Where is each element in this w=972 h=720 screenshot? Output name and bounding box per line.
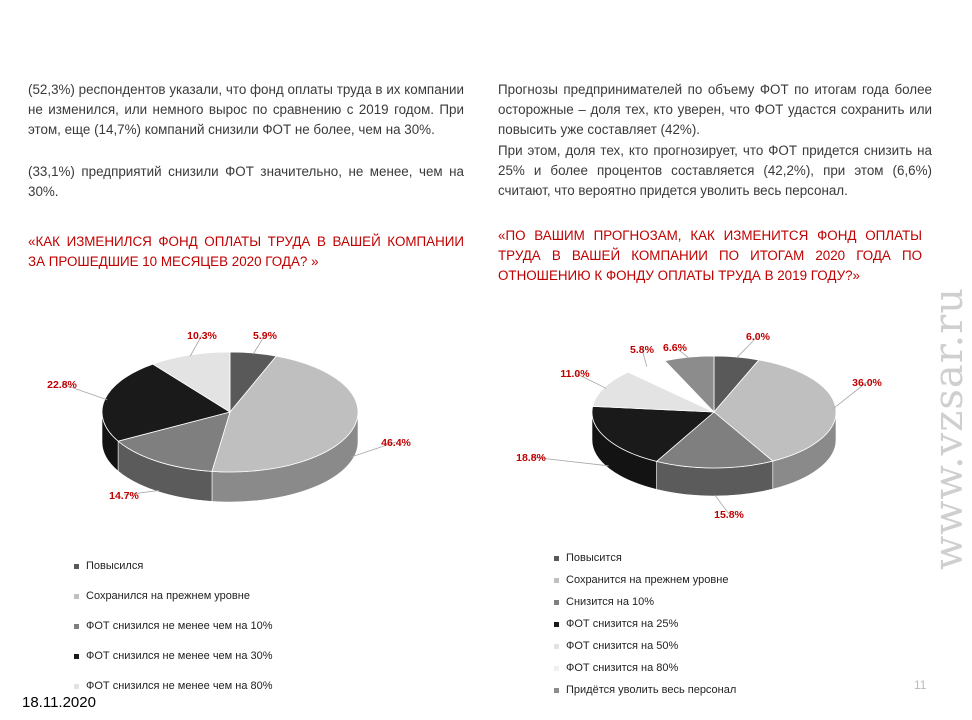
- legend-item: [554, 662, 678, 674]
- left-paragraph-1: (52,3%) респондентов указали, что фонд оплаты труда в их компании не изменился, или немного вырос по сравнению с 2019 годом. При этом, еще (14,7%) компаний снизили ФОТ не более, чем на 30%.: [28, 82, 464, 137]
- legend-swatch: [74, 654, 79, 659]
- watermark: www.vzsar.ru: [926, 286, 972, 570]
- legend-swatch: [554, 622, 559, 627]
- legend-right: [554, 552, 874, 702]
- legend-item: [74, 620, 273, 632]
- legend-label: Повысился: [86, 560, 144, 572]
- left-paragraph-2: (33,1%) предприятий снизили ФОТ значительно, не менее, чем на 30%.: [28, 164, 464, 199]
- legend-label: Снизится на 10%: [566, 596, 655, 608]
- legend-item: [554, 684, 736, 696]
- legend-label: Сохранится на прежнем уровне: [566, 574, 729, 586]
- legend-swatch: [554, 600, 559, 605]
- legend-swatch: [554, 578, 559, 583]
- legend-swatch: [74, 594, 79, 599]
- left-question: «КАК ИЗМЕНИЛСЯ ФОНД ОПЛАТЫ ТРУДА В ВАШЕЙ КОМПАНИИ ЗА ПРОШЕДШИЕ 10 МЕСЯЦЕВ 2020 ГОДА? »: [28, 234, 464, 269]
- legend-item: [74, 560, 143, 572]
- legend-label: Придётся уволить весь персонал: [566, 684, 737, 696]
- data-label-4: 10.3%: [187, 330, 217, 342]
- legend-item: [554, 596, 654, 608]
- data-label-0: 5.9%: [253, 330, 277, 342]
- right-paragraph-1: Прогнозы предпринимателей по объему ФОТ по итогам года более осторожные – доля тех, кто уверен, что ФОТ удастся сохранить или повысить уже составляет (42%).: [498, 82, 932, 137]
- legend-item: [554, 618, 678, 630]
- data-label-1: 46.4%: [381, 437, 411, 449]
- legend-swatch: [554, 556, 559, 561]
- legend-label: ФОТ снизился не менее чем на 30%: [86, 650, 273, 662]
- legend-item: [74, 680, 273, 692]
- legend-label: Повысится: [566, 552, 622, 564]
- data-label-4: 11.0%: [560, 368, 590, 380]
- legend-swatch: [554, 644, 559, 649]
- legend-label: ФОТ снизился не менее чем на 10%: [86, 620, 273, 632]
- legend-item: [554, 640, 678, 652]
- legend-swatch: [554, 666, 559, 671]
- legend-left: [74, 560, 394, 700]
- data-label-3: 22.8%: [47, 379, 77, 391]
- legend-item: [554, 574, 728, 586]
- legend-label: ФОТ снизился не менее чем на 80%: [86, 680, 273, 692]
- data-label-2: 15.8%: [714, 509, 744, 521]
- data-label-2: 14.7%: [109, 490, 139, 502]
- legend-item: [74, 650, 273, 662]
- legend-label: ФОТ снизится на 80%: [566, 662, 679, 674]
- legend-swatch: [554, 688, 559, 693]
- legend-swatch: [74, 564, 79, 569]
- data-label-6: 6.6%: [663, 342, 687, 354]
- slide-date: 18.11.2020: [22, 694, 96, 711]
- legend-label: Сохранился на прежнем уровне: [86, 590, 250, 602]
- legend-swatch: [74, 624, 79, 629]
- legend-swatch: [74, 684, 79, 689]
- data-label-1: 36.0%: [852, 377, 882, 389]
- legend-label: ФОТ снизится на 25%: [566, 618, 679, 630]
- data-label-5: 5.8%: [630, 344, 654, 356]
- legend-item: [74, 590, 250, 602]
- right-paragraph-2: При этом, доля тех, кто прогнозирует, что ФОТ придется снизить на 25% и более процентов составляется (42,2%), при этом (6,6%) считают, что вероятно придется уволить весь персонал.: [498, 143, 932, 198]
- legend-label: ФОТ снизится на 50%: [566, 640, 679, 652]
- right-question: «ПО ВАШИМ ПРОГНОЗАМ, КАК ИЗМЕНИТСЯ ФОНД ОПЛАТЫ ТРУДА В ВАШЕЙ КОМПАНИИ ПО ИТОГАМ 2020 ГОДА ПО ОТНОШЕНИЮ К ФОНДУ ОПЛАТЫ ТРУДА В 2019 ГОДУ?»: [498, 228, 922, 283]
- data-label-3: 18.8%: [516, 452, 546, 464]
- data-label-0: 6.0%: [746, 331, 770, 343]
- legend-item: [554, 552, 622, 564]
- page-number: 11: [914, 678, 927, 692]
